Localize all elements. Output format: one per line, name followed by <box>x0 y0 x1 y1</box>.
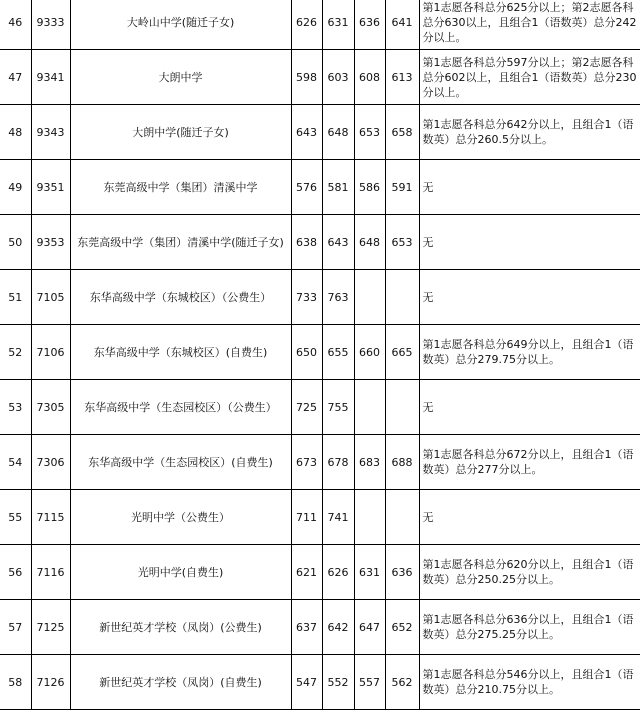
score-cell-4 <box>385 490 419 545</box>
remarks-cell: 无 <box>419 490 640 545</box>
remarks-cell: 第1志愿各科总分620分以上，且组合1（语数英）总分250.25分以上。 <box>419 545 640 600</box>
school-name-cell: 东华高级中学（东城校区）（公费生） <box>70 270 291 325</box>
score-cell-4: 652 <box>385 600 419 655</box>
score-cell-3: 660 <box>354 325 385 380</box>
row-index-cell: 57 <box>0 600 31 655</box>
table-row <box>0 325 640 380</box>
school-code-cell: 9351 <box>31 160 70 215</box>
row-index-cell: 49 <box>0 160 31 215</box>
school-code-cell: 7305 <box>31 380 70 435</box>
score-cell-3: 557 <box>354 655 385 710</box>
score-cell-2: 755 <box>322 380 354 435</box>
row-index-cell: 52 <box>0 325 31 380</box>
school-name-cell: 东华高级中学（东城校区）(自费生) <box>70 325 291 380</box>
row-index-cell: 46 <box>0 0 31 50</box>
school-code-cell: 7126 <box>31 655 70 710</box>
school-name-cell: 东华高级中学（生态园校区）（公费生） <box>70 380 291 435</box>
score-cell-4 <box>385 270 419 325</box>
school-code-cell: 9343 <box>31 105 70 160</box>
score-cell-1: 725 <box>291 380 322 435</box>
score-cell-1: 547 <box>291 655 322 710</box>
table-row <box>0 270 640 325</box>
score-cell-4: 653 <box>385 215 419 270</box>
remarks-cell: 第1志愿各科总分625分以上；第2志愿各科总分630以上，且组合1（语数英）总分242分以上。 <box>419 0 640 50</box>
table-row <box>0 435 640 490</box>
score-cell-3 <box>354 490 385 545</box>
score-cell-2: 626 <box>322 545 354 600</box>
table-row <box>0 0 640 50</box>
row-index-cell: 56 <box>0 545 31 600</box>
table-row <box>0 545 640 600</box>
remarks-cell: 第1志愿各科总分636分以上，且组合1（语数英）总分275.25分以上。 <box>419 600 640 655</box>
score-cell-2: 763 <box>322 270 354 325</box>
score-cell-1: 638 <box>291 215 322 270</box>
score-cell-4: 591 <box>385 160 419 215</box>
table-row <box>0 380 640 435</box>
school-name-cell: 新世纪英才学校（凤岗）(自费生) <box>70 655 291 710</box>
score-cell-2: 643 <box>322 215 354 270</box>
remarks-cell: 第1志愿各科总分672分以上，且组合1（语数英）总分277分以上。 <box>419 435 640 490</box>
table-row <box>0 50 640 105</box>
remarks-cell: 无 <box>419 380 640 435</box>
score-cell-1: 673 <box>291 435 322 490</box>
score-cell-2: 631 <box>322 0 354 50</box>
remarks-cell: 无 <box>419 160 640 215</box>
score-cell-1: 733 <box>291 270 322 325</box>
score-cell-1: 711 <box>291 490 322 545</box>
score-cell-2: 655 <box>322 325 354 380</box>
score-cell-4: 636 <box>385 545 419 600</box>
score-cell-3: 631 <box>354 545 385 600</box>
score-cell-2: 581 <box>322 160 354 215</box>
row-index-cell: 54 <box>0 435 31 490</box>
score-cell-3: 636 <box>354 0 385 50</box>
school-name-cell: 新世纪英才学校（凤岗）(公费生) <box>70 600 291 655</box>
score-cell-3: 608 <box>354 50 385 105</box>
table-row <box>0 105 640 160</box>
score-cell-4 <box>385 380 419 435</box>
school-code-cell: 7115 <box>31 490 70 545</box>
score-cell-3: 647 <box>354 600 385 655</box>
row-index-cell: 58 <box>0 655 31 710</box>
score-cell-4: 641 <box>385 0 419 50</box>
score-cell-4: 658 <box>385 105 419 160</box>
school-name-cell: 光明中学（公费生） <box>70 490 291 545</box>
remarks-cell: 无 <box>419 270 640 325</box>
remarks-cell: 无 <box>419 215 640 270</box>
school-code-cell: 9353 <box>31 215 70 270</box>
score-cell-2: 642 <box>322 600 354 655</box>
score-cell-1: 621 <box>291 545 322 600</box>
remarks-cell: 第1志愿各科总分642分以上，且组合1（语数英）总分260.5分以上。 <box>419 105 640 160</box>
row-index-cell: 48 <box>0 105 31 160</box>
score-cell-3: 683 <box>354 435 385 490</box>
school-name-cell: 光明中学(自费生) <box>70 545 291 600</box>
score-cell-4: 562 <box>385 655 419 710</box>
score-cell-2: 648 <box>322 105 354 160</box>
score-cell-2: 552 <box>322 655 354 710</box>
row-index-cell: 53 <box>0 380 31 435</box>
score-cell-3: 653 <box>354 105 385 160</box>
score-cell-4: 665 <box>385 325 419 380</box>
school-code-cell: 7105 <box>31 270 70 325</box>
school-code-cell: 7125 <box>31 600 70 655</box>
score-cell-1: 626 <box>291 0 322 50</box>
score-cell-1: 643 <box>291 105 322 160</box>
school-code-cell: 7106 <box>31 325 70 380</box>
table-row <box>0 600 640 655</box>
school-code-cell: 9341 <box>31 50 70 105</box>
school-name-cell: 大朗中学(随迁子女) <box>70 105 291 160</box>
score-cell-2: 741 <box>322 490 354 545</box>
school-code-cell: 7116 <box>31 545 70 600</box>
school-name-cell: 东华高级中学（生态园校区）(自费生) <box>70 435 291 490</box>
score-cell-4: 688 <box>385 435 419 490</box>
table-row <box>0 655 640 710</box>
score-cell-2: 603 <box>322 50 354 105</box>
remarks-cell: 第1志愿各科总分597分以上；第2志愿各科总分602以上，且组合1（语数英）总分230分以上。 <box>419 50 640 105</box>
table-row <box>0 215 640 270</box>
score-cell-4: 613 <box>385 50 419 105</box>
table-row <box>0 490 640 545</box>
school-name-cell: 东莞高级中学（集团）清溪中学(随迁子女) <box>70 215 291 270</box>
row-index-cell: 50 <box>0 215 31 270</box>
table-row <box>0 160 640 215</box>
score-cell-3 <box>354 270 385 325</box>
score-cell-1: 576 <box>291 160 322 215</box>
score-cell-3: 586 <box>354 160 385 215</box>
remarks-cell: 第1志愿各科总分546分以上，且组合1（语数英）总分210.75分以上。 <box>419 655 640 710</box>
score-cell-1: 650 <box>291 325 322 380</box>
school-name-cell: 大岭山中学(随迁子女) <box>70 0 291 50</box>
score-cell-3: 648 <box>354 215 385 270</box>
school-code-cell: 7306 <box>31 435 70 490</box>
score-cell-2: 678 <box>322 435 354 490</box>
score-cell-1: 637 <box>291 600 322 655</box>
remarks-cell: 第1志愿各科总分649分以上，且组合1（语数英）总分279.75分以上。 <box>419 325 640 380</box>
row-index-cell: 51 <box>0 270 31 325</box>
row-index-cell: 47 <box>0 50 31 105</box>
school-name-cell: 东莞高级中学（集团）清溪中学 <box>70 160 291 215</box>
school-name-cell: 大朗中学 <box>70 50 291 105</box>
score-cell-3 <box>354 380 385 435</box>
score-cell-1: 598 <box>291 50 322 105</box>
row-index-cell: 55 <box>0 490 31 545</box>
school-code-cell: 9333 <box>31 0 70 50</box>
